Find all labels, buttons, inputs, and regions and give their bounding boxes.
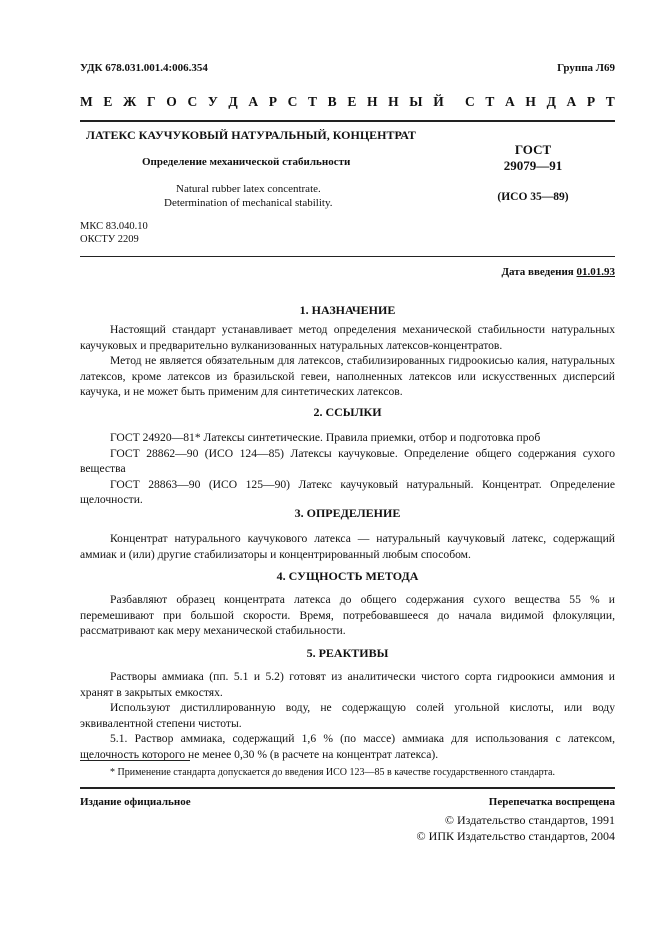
section-body bbox=[80, 322, 615, 400]
standard-type-letter: Н bbox=[525, 94, 536, 109]
paragraph: Используют дистиллированную воду, не содержащую солей угольной кислоты, или воду эквивалентной степени чистоты. bbox=[80, 701, 615, 730]
section-body bbox=[80, 669, 615, 762]
paragraph: Концентрат натурального каучукового латекса — натуральный каучуковый латекс, содержащий аммиак и (или) другие стабилизаторы и концентрированный любым способом. bbox=[80, 532, 615, 561]
standard-type-letter: А bbox=[505, 94, 515, 109]
title-rule bbox=[80, 256, 615, 257]
standard-type-letter: Ы bbox=[409, 94, 423, 109]
standard-type-letter: Т bbox=[308, 94, 318, 109]
standard-type-letter: С bbox=[464, 94, 475, 109]
standard-type-letter: В bbox=[327, 94, 337, 109]
section-heading: 2. ССЫЛКИ bbox=[313, 405, 382, 419]
standard-type-letter: Н bbox=[366, 94, 378, 109]
document-title: ЛАТЕКС КАУЧУКОВЫЙ НАТУРАЛЬНЫЙ, КОНЦЕНТРАТ bbox=[86, 128, 416, 142]
iso-reference: (ИСО 35—89) bbox=[497, 191, 569, 203]
standard-type-letter: Е bbox=[347, 94, 357, 109]
section-body bbox=[80, 592, 615, 639]
standard-type-letter: Р bbox=[268, 94, 277, 109]
standard-type-letter: С bbox=[187, 94, 198, 109]
standard-type-letter: Ж bbox=[123, 94, 137, 109]
paragraph: Настоящий стандарт устанавливает метод определения механической стабильности натуральных каучуковых и предварительно вулканизованных натуральных латексов-концентратов. bbox=[80, 323, 615, 352]
document-page bbox=[80, 0, 615, 936]
date-value: 01.01.93 bbox=[576, 266, 615, 278]
gost-label: ГОСТ bbox=[514, 142, 552, 157]
gost-number: 29079—91 bbox=[503, 158, 563, 173]
standard-type-letter: Й bbox=[433, 94, 444, 109]
standard-type-letter: Т bbox=[605, 94, 615, 109]
reprint-notice: Перепечатка воспрещена bbox=[488, 796, 615, 808]
paragraph: ГОСТ 28862—90 (ИСО 124—85) Латексы каучуковые. Определение общего содержания сухого вещества bbox=[80, 446, 615, 475]
standard-type-letter: С bbox=[287, 94, 298, 109]
section-heading: 4. СУЩНОСТЬ МЕТОДА bbox=[276, 569, 419, 583]
english-title-line2: Determination of mechanical stability. bbox=[164, 197, 333, 209]
standard-type-letter: Д bbox=[228, 94, 238, 109]
standard-type-letter: У bbox=[207, 94, 218, 109]
okstu-code: ОКСТУ 2209 bbox=[80, 234, 139, 245]
standard-type-letter: А bbox=[566, 94, 577, 109]
paragraph: Разбавляют образец концентрата латекса до общего содержания сухого вещества 55 % и перемешивают при большой скорости. Время, потребовавшееся до начала видимой флокуляции, рассматривают как меру механической стабильности. bbox=[80, 593, 615, 637]
standard-type-letter: Н bbox=[388, 94, 399, 109]
copyright-2004: © ИПК Издательство стандартов, 2004 bbox=[416, 829, 615, 843]
udk-code: УДК 678.031.001.4:006.354 bbox=[80, 62, 208, 74]
standard-type-letter: О bbox=[166, 94, 177, 109]
standard-type-letter: Р bbox=[586, 94, 596, 109]
section-body bbox=[80, 531, 615, 562]
footnote-separator bbox=[80, 760, 190, 761]
paragraph: Метод не является обязательным для латексов, стабилизированных гидроокисью калия, натуральных латексов, кроме латексов из бразильской гевеи, наполненных латексов или искусственных дисперсий каучука, и не может быть применим для синтетических латексов. bbox=[80, 354, 615, 398]
section-heading: 5. РЕАКТИВЫ bbox=[306, 646, 389, 660]
mks-code: МКС 83.040.10 bbox=[80, 221, 148, 232]
footer-rule bbox=[80, 787, 615, 789]
paragraph: ГОСТ 28863—90 (ИСО 125—90) Латекс каучуковый натуральный. Концентрат. Определение щелочности. bbox=[80, 477, 615, 506]
date-label: Дата введения bbox=[501, 266, 574, 278]
footnote: * Применение стандарта допускается до введения ИСО 123—85 в качестве государственного стандарта. bbox=[110, 767, 555, 778]
standard-type-letter: Д bbox=[546, 94, 556, 109]
section-heading: 1. НАЗНАЧЕНИЕ bbox=[299, 303, 396, 317]
header-rule bbox=[80, 120, 615, 122]
official-edition-label: Издание официальное bbox=[80, 796, 191, 808]
standard-type-letter: Г bbox=[147, 94, 156, 109]
section-body bbox=[80, 430, 615, 508]
copyright-1991: © Издательство стандартов, 1991 bbox=[444, 813, 615, 827]
introduction-date bbox=[501, 266, 615, 278]
paragraph: ГОСТ 24920—81* Латексы синтетические. Правила приемки, отбор и подготовка проб bbox=[110, 431, 541, 444]
document-subtitle: Определение механической стабильности bbox=[142, 156, 351, 168]
standard-type-letter: Е bbox=[103, 94, 113, 109]
group-code: Группа Л69 bbox=[557, 62, 615, 74]
standard-type-letter: Т bbox=[485, 94, 495, 109]
standard-type-line bbox=[80, 94, 615, 110]
section-heading: 3. ОПРЕДЕЛЕНИЕ bbox=[294, 506, 401, 520]
standard-type-letter: А bbox=[248, 94, 259, 109]
standard-type-letter: М bbox=[80, 94, 93, 109]
paragraph: Растворы аммиака (пп. 5.1 и 5.2) готовят из аналитически чистого сорта гидроокиси аммония и хранят в закрытых емкостях. bbox=[80, 670, 615, 699]
paragraph: 5.1. Раствор аммиака, содержащий 1,6 % (по массе) аммиака для использования с латексом, щелочность которого не менее 0,30 % (в расчете на концентрат латекса). bbox=[80, 732, 615, 761]
english-title-line1: Natural rubber latex concentrate. bbox=[176, 183, 321, 195]
